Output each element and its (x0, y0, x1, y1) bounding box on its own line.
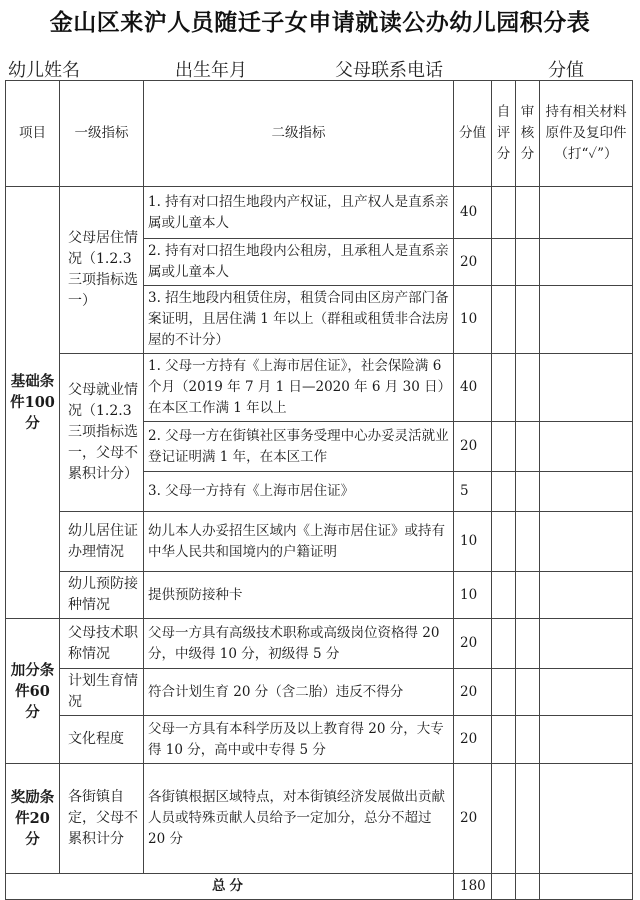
header-self-eval: 自评分 (492, 81, 516, 187)
audit-cell[interactable] (516, 764, 540, 874)
category-bonus: 加分条件60分 (6, 619, 60, 764)
header-audit: 审核分 (516, 81, 540, 187)
score-value: 20 (454, 669, 492, 716)
birth-date-label: 出生年月 (175, 60, 247, 81)
score-value: 40 (454, 187, 492, 239)
self-eval-cell[interactable] (492, 239, 516, 286)
total-score: 180 (454, 874, 492, 900)
criterion-text: 1. 持有对口招生地段内产权证，且产权人是直系亲属或儿童本人 (144, 187, 454, 239)
self-eval-cell[interactable] (492, 716, 516, 764)
indicator-family-planning: 计划生育情况 (60, 669, 144, 716)
category-reward: 奖励条件20分 (6, 764, 60, 874)
audit-cell[interactable] (516, 422, 540, 472)
indicator-education: 文化程度 (60, 716, 144, 764)
self-eval-cell[interactable] (492, 572, 516, 619)
criterion-text: 1. 父母一方持有《上海市居住证》，社会保险满 6 个月（2019 年 7 月 1 日—2020 年 6 月 30 日）在本区工作满 1 年以上 (144, 354, 454, 422)
materials-cell[interactable] (540, 669, 633, 716)
criterion-text: 3. 招生地段内租赁住房，租赁合同由区房产部门备案证明，且居住满 1 年以上（群租或租赁非合法房屋的不计分） (144, 286, 454, 354)
audit-cell[interactable] (516, 472, 540, 512)
category-basic: 基础条件100分 (6, 187, 60, 619)
materials-cell[interactable] (540, 874, 633, 900)
score-value: 20 (454, 619, 492, 669)
criterion-text: 幼儿本人办妥招生区域内《上海市居住证》或持有中华人民共和国境内的户籍证明 (144, 512, 454, 572)
score-value: 20 (454, 716, 492, 764)
indicator-tech-title: 父母技术职称情况 (60, 619, 144, 669)
audit-cell[interactable] (516, 187, 540, 239)
self-eval-cell[interactable] (492, 764, 516, 874)
audit-cell[interactable] (516, 354, 540, 422)
materials-cell[interactable] (540, 472, 633, 512)
self-eval-cell[interactable] (492, 187, 516, 239)
child-name-label: 幼儿姓名 (8, 60, 80, 81)
audit-cell[interactable] (516, 512, 540, 572)
self-eval-cell[interactable] (492, 354, 516, 422)
audit-cell[interactable] (516, 874, 540, 900)
materials-cell[interactable] (540, 187, 633, 239)
score-value: 10 (454, 572, 492, 619)
audit-cell[interactable] (516, 716, 540, 764)
table-row (6, 764, 633, 874)
self-eval-cell[interactable] (492, 874, 516, 900)
criterion-text: 各街镇根据区域特点，对本街镇经济发展做出贡献人员或特殊贡献人员给予一定加分，总分不超过 20 分 (144, 764, 454, 874)
total-label: 总分 (6, 874, 454, 900)
page-title: 金山区来沪人员随迁子女申请就读公办幼儿园积分表 (49, 9, 591, 36)
criterion-text: 符合计划生育 20 分（含二胎）违反不得分 (144, 669, 454, 716)
materials-cell[interactable] (540, 239, 633, 286)
table-row (6, 619, 633, 669)
total-row (6, 874, 633, 900)
score-table (5, 80, 633, 900)
materials-cell[interactable] (540, 716, 633, 764)
score-value: 5 (454, 472, 492, 512)
materials-cell[interactable] (540, 619, 633, 669)
header-level2: 二级指标 (144, 81, 454, 187)
score-value: 10 (454, 512, 492, 572)
score-value: 10 (454, 286, 492, 354)
materials-cell[interactable] (540, 572, 633, 619)
materials-cell[interactable] (540, 764, 633, 874)
indicator-child-permit: 幼儿居住证办理情况 (60, 512, 144, 572)
header-score: 分值 (454, 81, 492, 187)
table-row (6, 354, 633, 422)
indicator-employment: 父母就业情况（1.2.3三项指标选一，父母不累积计分） (60, 354, 144, 512)
materials-cell[interactable] (540, 512, 633, 572)
table-row (6, 512, 633, 572)
indicator-town: 各街镇自定，父母不累积计分 (60, 764, 144, 874)
indicator-residence: 父母居住情况（1.2.3三项指标选一） (60, 187, 144, 354)
parent-phone-label: 父母联系电话 (335, 60, 443, 81)
criterion-text: 2. 父母一方在街镇社区事务受理中心办妥灵活就业登记证明满 1 年，在本区工作 (144, 422, 454, 472)
materials-cell[interactable] (540, 422, 633, 472)
audit-cell[interactable] (516, 572, 540, 619)
header-materials: 持有相关材料原件及复印件（打“✓”） (540, 81, 633, 187)
score-label: 分值 (548, 60, 584, 81)
audit-cell[interactable] (516, 286, 540, 354)
criterion-text: 父母一方具有高级技术职称或高级岗位资格得 20 分，中级得 10 分，初级得 5 分 (144, 619, 454, 669)
table-row (6, 187, 633, 239)
criterion-text: 提供预防接种卡 (144, 572, 454, 619)
self-eval-cell[interactable] (492, 619, 516, 669)
audit-cell[interactable] (516, 239, 540, 286)
materials-cell[interactable] (540, 354, 633, 422)
table-row (6, 572, 633, 619)
score-value: 20 (454, 764, 492, 874)
self-eval-cell[interactable] (492, 286, 516, 354)
criterion-text: 父母一方具有本科学历及以上教育得 20 分，大专得 10 分，高中或中专得 5 分 (144, 716, 454, 764)
criterion-text: 3. 父母一方持有《上海市居住证》 (144, 472, 454, 512)
header-item: 项目 (6, 81, 60, 187)
score-value: 40 (454, 354, 492, 422)
table-row (6, 669, 633, 716)
indicator-vaccination: 幼儿预防接种情况 (60, 572, 144, 619)
self-eval-cell[interactable] (492, 669, 516, 716)
self-eval-cell[interactable] (492, 422, 516, 472)
materials-cell[interactable] (540, 286, 633, 354)
table-header-row (6, 81, 633, 187)
header-level1: 一级指标 (60, 81, 144, 187)
audit-cell[interactable] (516, 619, 540, 669)
table-row (6, 716, 633, 764)
score-value: 20 (454, 239, 492, 286)
audit-cell[interactable] (516, 669, 540, 716)
self-eval-cell[interactable] (492, 472, 516, 512)
criterion-text: 2. 持有对口招生地段内公租房，且承租人是直系亲属或儿童本人 (144, 239, 454, 286)
score-value: 20 (454, 422, 492, 472)
self-eval-cell[interactable] (492, 512, 516, 572)
